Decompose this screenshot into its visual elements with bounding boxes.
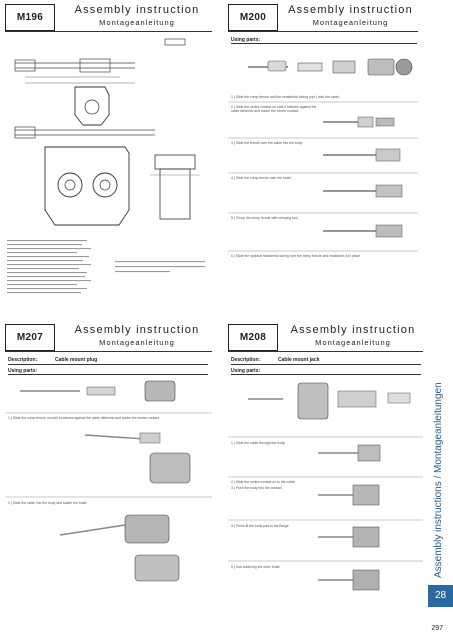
step-4: 4.) Press-fit the body part to the flange. xyxy=(231,524,290,528)
instructions xyxy=(228,355,423,620)
panel-header xyxy=(228,320,423,353)
instructions xyxy=(5,355,212,620)
instructions xyxy=(228,35,418,300)
subtitle: Montageanleitung xyxy=(99,18,175,27)
header-rule xyxy=(228,351,423,352)
divider xyxy=(8,364,208,365)
step-4: 4.) Slide the crimp ferrule over the braid. xyxy=(231,176,292,180)
step-1: 1.) Slide the crimp ferrule and the heatshrink tubing (opt.) onto the cable. xyxy=(231,95,340,99)
step-5: 5.) Use soldering the outer braid. xyxy=(231,565,281,569)
title: Assembly instruction xyxy=(290,324,416,336)
divider xyxy=(231,43,417,44)
description-value: Cable mount jack xyxy=(278,357,320,363)
subtitle: Montageanleitung xyxy=(312,18,389,27)
side-title: Assembly instructions / Montageanleitungen xyxy=(433,382,444,578)
title: Assembly instruction xyxy=(74,324,200,336)
panel-header xyxy=(228,0,418,33)
using-parts-label: Using parts: xyxy=(8,368,38,374)
tab-number: 28 xyxy=(428,585,453,607)
header-rule xyxy=(5,31,212,32)
using-parts-label: Using parts: xyxy=(231,368,261,374)
step-1: 1.) Slide the crimp ferrule on until it bottoms against the cable dielectric and solder the centre contact. xyxy=(8,416,160,420)
model-code: M200 xyxy=(228,4,278,31)
model-code: M207 xyxy=(5,324,55,351)
parts-drawing xyxy=(228,45,418,285)
title: Assembly instruction xyxy=(74,4,200,16)
step-3: 3.) Slide the ferrule over the cable into the body. xyxy=(231,141,303,145)
panel-header xyxy=(5,0,212,33)
step-1: 1.) Slide the cable through the body. xyxy=(231,441,286,445)
panel-m208 xyxy=(228,320,423,620)
description-value: Cable mount plug xyxy=(55,357,98,363)
subtitle: Montageanleitung xyxy=(99,338,175,347)
using-parts-label: Using parts: xyxy=(231,37,261,43)
step-2: 2.) Slide the centre contact on until it bottoms against the cable dielectric and solder the centre contact. xyxy=(231,105,317,113)
header-rule xyxy=(5,351,212,352)
technical-drawing xyxy=(5,35,212,300)
panel-m200 xyxy=(228,0,418,300)
page-number: 297 xyxy=(431,625,443,632)
step-2: 2.) Slide the cable into the body and solder the braid. xyxy=(8,501,88,505)
model-code: M196 xyxy=(5,4,55,31)
drawing-svg xyxy=(5,35,212,300)
subtitle: Montageanleitung xyxy=(315,338,391,347)
step-3: 3.) Push the body into the contact. xyxy=(231,486,283,490)
panel-m196 xyxy=(5,0,212,300)
step-6: 6.) Slide the optional heatshrink tubing over the crimp ferrule and heatshrink it in place. xyxy=(231,254,362,258)
step-2: 2.) Slide the centre contact on to the cable. xyxy=(231,480,296,484)
description-label: Description: xyxy=(8,357,38,363)
divider xyxy=(231,364,421,365)
title: Assembly instruction xyxy=(288,4,413,16)
panel-m207 xyxy=(5,320,212,620)
model-code: M208 xyxy=(228,324,278,351)
header-rule xyxy=(228,31,418,32)
panel-header xyxy=(5,320,212,353)
parts-drawing xyxy=(5,375,212,595)
parts-drawing xyxy=(228,375,423,635)
step-5: 5.) Crimp the crimp ferrule with crimping tool. xyxy=(231,216,299,220)
description-label: Description: xyxy=(231,357,261,363)
